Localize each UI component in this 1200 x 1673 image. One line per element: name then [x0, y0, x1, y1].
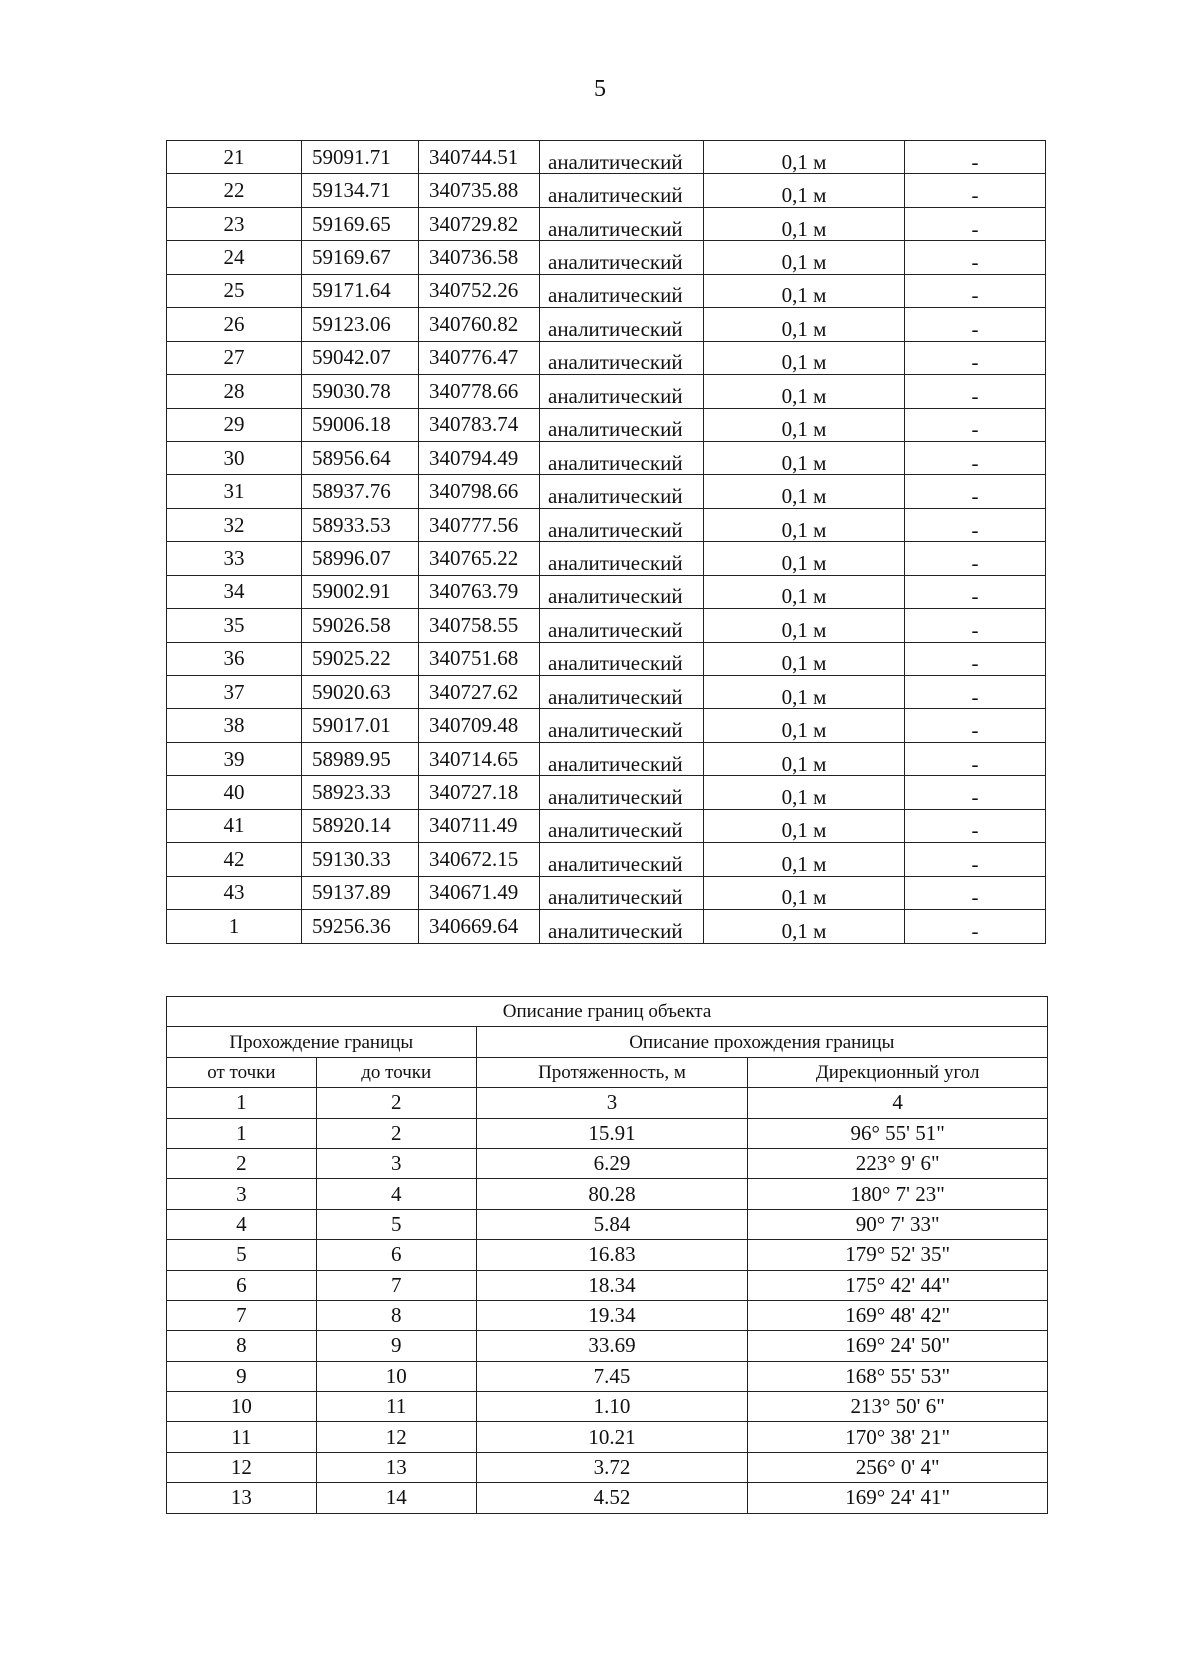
boundary-column-number-row — [167, 1088, 1048, 1118]
y-coordinate-cell: 340752.26 — [419, 274, 540, 307]
y-coordinate-cell: 340714.65 — [419, 742, 540, 775]
method-cell: аналитический — [540, 508, 704, 541]
angle-cell: 180° 7' 23" — [748, 1179, 1048, 1209]
to-point-cell: 2 — [316, 1118, 476, 1148]
boundary-title-row — [167, 997, 1048, 1027]
table-row — [167, 1361, 1048, 1391]
accuracy-cell: 0,1 м — [704, 408, 905, 441]
table-row — [167, 308, 1046, 341]
x-coordinate-cell: 58996.07 — [302, 542, 419, 575]
column-number: 3 — [476, 1088, 748, 1118]
x-coordinate-cell: 58937.76 — [302, 475, 419, 508]
to-point-cell: 14 — [316, 1483, 476, 1513]
y-coordinate-cell: 340736.58 — [419, 241, 540, 274]
point-number-cell: 32 — [167, 508, 302, 541]
table-row — [167, 910, 1046, 943]
length-cell: 10.21 — [476, 1422, 748, 1452]
column-header-to: до точки — [316, 1057, 476, 1087]
x-coordinate-cell: 59171.64 — [302, 274, 419, 307]
angle-cell: 256° 0' 4" — [748, 1452, 1048, 1482]
method-cell: аналитический — [540, 542, 704, 575]
angle-cell: 169° 48' 42" — [748, 1300, 1048, 1330]
y-coordinate-cell: 340669.64 — [419, 910, 540, 943]
to-point-cell: 11 — [316, 1392, 476, 1422]
table-row — [167, 1240, 1048, 1270]
note-cell: - — [905, 308, 1046, 341]
note-cell: - — [905, 642, 1046, 675]
accuracy-cell: 0,1 м — [704, 843, 905, 876]
method-cell: аналитический — [540, 174, 704, 207]
method-cell: аналитический — [540, 207, 704, 240]
angle-cell: 223° 9' 6" — [748, 1148, 1048, 1178]
point-number-cell: 41 — [167, 809, 302, 842]
x-coordinate-cell: 58933.53 — [302, 508, 419, 541]
table-row — [167, 1179, 1048, 1209]
note-cell: - — [905, 910, 1046, 943]
accuracy-cell: 0,1 м — [704, 742, 905, 775]
from-point-cell: 7 — [167, 1300, 317, 1330]
x-coordinate-cell: 59017.01 — [302, 709, 419, 742]
point-number-cell: 26 — [167, 308, 302, 341]
point-number-cell: 36 — [167, 642, 302, 675]
accuracy-cell: 0,1 м — [704, 508, 905, 541]
note-cell: - — [905, 475, 1046, 508]
table-row — [167, 709, 1046, 742]
accuracy-cell: 0,1 м — [704, 575, 905, 608]
y-coordinate-cell: 340735.88 — [419, 174, 540, 207]
to-point-cell: 9 — [316, 1331, 476, 1361]
from-point-cell: 3 — [167, 1179, 317, 1209]
accuracy-cell: 0,1 м — [704, 776, 905, 809]
angle-cell: 96° 55' 51" — [748, 1118, 1048, 1148]
from-point-cell: 6 — [167, 1270, 317, 1300]
point-number-cell: 34 — [167, 575, 302, 608]
y-coordinate-cell: 340765.22 — [419, 542, 540, 575]
method-cell: аналитический — [540, 809, 704, 842]
column-number: 1 — [167, 1088, 317, 1118]
point-number-cell: 21 — [167, 141, 302, 174]
table-row — [167, 575, 1046, 608]
accuracy-cell: 0,1 м — [704, 174, 905, 207]
boundary-table-title: Описание границ объекта — [167, 997, 1048, 1027]
y-coordinate-cell: 340778.66 — [419, 375, 540, 408]
angle-cell: 169° 24' 50" — [748, 1331, 1048, 1361]
coordinates-table-body — [167, 141, 1046, 944]
x-coordinate-cell: 58920.14 — [302, 809, 419, 842]
point-number-cell: 22 — [167, 174, 302, 207]
accuracy-cell: 0,1 м — [704, 876, 905, 909]
point-number-cell: 33 — [167, 542, 302, 575]
method-cell: аналитический — [540, 274, 704, 307]
point-number-cell: 29 — [167, 408, 302, 441]
accuracy-cell: 0,1 м — [704, 642, 905, 675]
accuracy-cell: 0,1 м — [704, 341, 905, 374]
to-point-cell: 8 — [316, 1300, 476, 1330]
angle-cell: 170° 38' 21" — [748, 1422, 1048, 1452]
to-point-cell: 10 — [316, 1361, 476, 1391]
note-cell: - — [905, 542, 1046, 575]
angle-cell: 168° 55' 53" — [748, 1361, 1048, 1391]
to-point-cell: 5 — [316, 1209, 476, 1239]
table-row — [167, 809, 1046, 842]
y-coordinate-cell: 340709.48 — [419, 709, 540, 742]
table-row — [167, 207, 1046, 240]
y-coordinate-cell: 340760.82 — [419, 308, 540, 341]
table-row — [167, 1422, 1048, 1452]
y-coordinate-cell: 340727.18 — [419, 776, 540, 809]
table-row — [167, 1270, 1048, 1300]
y-coordinate-cell: 340783.74 — [419, 408, 540, 441]
point-number-cell: 39 — [167, 742, 302, 775]
x-coordinate-cell: 59026.58 — [302, 609, 419, 642]
x-coordinate-cell: 59042.07 — [302, 341, 419, 374]
to-point-cell: 3 — [316, 1148, 476, 1178]
accuracy-cell: 0,1 м — [704, 910, 905, 943]
table-row — [167, 1331, 1048, 1361]
y-coordinate-cell: 340671.49 — [419, 876, 540, 909]
point-number-cell: 24 — [167, 241, 302, 274]
method-cell: аналитический — [540, 676, 704, 709]
angle-cell: 175° 42' 44" — [748, 1270, 1048, 1300]
point-number-cell: 40 — [167, 776, 302, 809]
point-number-cell: 31 — [167, 475, 302, 508]
method-cell: аналитический — [540, 408, 704, 441]
y-coordinate-cell: 340727.62 — [419, 676, 540, 709]
to-point-cell: 7 — [316, 1270, 476, 1300]
group-header-passage: Прохождение границы — [167, 1027, 477, 1057]
note-cell: - — [905, 341, 1046, 374]
angle-cell: 169° 24' 41" — [748, 1483, 1048, 1513]
accuracy-cell: 0,1 м — [704, 274, 905, 307]
method-cell: аналитический — [540, 341, 704, 374]
length-cell: 3.72 — [476, 1452, 748, 1482]
y-coordinate-cell: 340744.51 — [419, 141, 540, 174]
method-cell: аналитический — [540, 241, 704, 274]
x-coordinate-cell: 59091.71 — [302, 141, 419, 174]
table-row — [167, 676, 1046, 709]
note-cell: - — [905, 575, 1046, 608]
method-cell: аналитический — [540, 375, 704, 408]
x-coordinate-cell: 59169.67 — [302, 241, 419, 274]
boundary-group-header-row — [167, 1027, 1048, 1057]
column-header-length: Протяженность, м — [476, 1057, 748, 1087]
table-row — [167, 542, 1046, 575]
method-cell: аналитический — [540, 910, 704, 943]
note-cell: - — [905, 609, 1046, 642]
length-cell: 19.34 — [476, 1300, 748, 1330]
accuracy-cell: 0,1 м — [704, 542, 905, 575]
point-number-cell: 37 — [167, 676, 302, 709]
to-point-cell: 12 — [316, 1422, 476, 1452]
point-number-cell: 1 — [167, 910, 302, 943]
x-coordinate-cell: 59169.65 — [302, 207, 419, 240]
accuracy-cell: 0,1 м — [704, 609, 905, 642]
table-row — [167, 341, 1046, 374]
angle-cell: 179° 52' 35" — [748, 1240, 1048, 1270]
method-cell: аналитический — [540, 141, 704, 174]
x-coordinate-cell: 59030.78 — [302, 375, 419, 408]
method-cell: аналитический — [540, 742, 704, 775]
point-number-cell: 25 — [167, 274, 302, 307]
x-coordinate-cell: 59025.22 — [302, 642, 419, 675]
table-row — [167, 843, 1046, 876]
table-row — [167, 1392, 1048, 1422]
length-cell: 16.83 — [476, 1240, 748, 1270]
from-point-cell: 9 — [167, 1361, 317, 1391]
method-cell: аналитический — [540, 709, 704, 742]
x-coordinate-cell: 59256.36 — [302, 910, 419, 943]
x-coordinate-cell: 59134.71 — [302, 174, 419, 207]
y-coordinate-cell: 340672.15 — [419, 843, 540, 876]
note-cell: - — [905, 441, 1046, 474]
note-cell: - — [905, 843, 1046, 876]
table-row — [167, 609, 1046, 642]
angle-cell: 213° 50' 6" — [748, 1392, 1048, 1422]
method-cell: аналитический — [540, 308, 704, 341]
accuracy-cell: 0,1 м — [704, 441, 905, 474]
note-cell: - — [905, 274, 1046, 307]
point-number-cell: 42 — [167, 843, 302, 876]
table-row — [167, 642, 1046, 675]
point-number-cell: 38 — [167, 709, 302, 742]
length-cell: 1.10 — [476, 1392, 748, 1422]
table-row — [167, 174, 1046, 207]
y-coordinate-cell: 340798.66 — [419, 475, 540, 508]
table-row — [167, 274, 1046, 307]
table-row — [167, 876, 1046, 909]
note-cell: - — [905, 676, 1046, 709]
column-header-from: от точки — [167, 1057, 317, 1087]
note-cell: - — [905, 876, 1046, 909]
table-row — [167, 375, 1046, 408]
note-cell: - — [905, 742, 1046, 775]
note-cell: - — [905, 709, 1046, 742]
x-coordinate-cell: 59006.18 — [302, 408, 419, 441]
x-coordinate-cell: 58923.33 — [302, 776, 419, 809]
y-coordinate-cell: 340751.68 — [419, 642, 540, 675]
point-number-cell: 30 — [167, 441, 302, 474]
coordinates-table — [166, 140, 1046, 944]
note-cell: - — [905, 508, 1046, 541]
method-cell: аналитический — [540, 776, 704, 809]
to-point-cell: 13 — [316, 1452, 476, 1482]
x-coordinate-cell: 59020.63 — [302, 676, 419, 709]
from-point-cell: 10 — [167, 1392, 317, 1422]
point-number-cell: 27 — [167, 341, 302, 374]
table-row — [167, 742, 1046, 775]
method-cell: аналитический — [540, 575, 704, 608]
x-coordinate-cell: 59130.33 — [302, 843, 419, 876]
group-header-description: Описание прохождения границы — [476, 1027, 1047, 1057]
table-row — [167, 1300, 1048, 1330]
page-number: 5 — [594, 76, 606, 102]
table-row — [167, 1148, 1048, 1178]
boundary-table-body — [167, 997, 1048, 1514]
from-point-cell: 12 — [167, 1452, 317, 1482]
accuracy-cell: 0,1 м — [704, 308, 905, 341]
method-cell: аналитический — [540, 609, 704, 642]
y-coordinate-cell: 340777.56 — [419, 508, 540, 541]
length-cell: 4.52 — [476, 1483, 748, 1513]
note-cell: - — [905, 776, 1046, 809]
accuracy-cell: 0,1 м — [704, 809, 905, 842]
length-cell: 18.34 — [476, 1270, 748, 1300]
y-coordinate-cell: 340794.49 — [419, 441, 540, 474]
table-row — [167, 1483, 1048, 1513]
x-coordinate-cell: 59137.89 — [302, 876, 419, 909]
x-coordinate-cell: 58989.95 — [302, 742, 419, 775]
column-number: 2 — [316, 1088, 476, 1118]
accuracy-cell: 0,1 м — [704, 207, 905, 240]
note-cell: - — [905, 375, 1046, 408]
table-row — [167, 776, 1046, 809]
table-row — [167, 408, 1046, 441]
table-row — [167, 1118, 1048, 1148]
accuracy-cell: 0,1 м — [704, 241, 905, 274]
length-cell: 33.69 — [476, 1331, 748, 1361]
length-cell: 5.84 — [476, 1209, 748, 1239]
method-cell: аналитический — [540, 642, 704, 675]
boundary-column-header-row — [167, 1057, 1048, 1087]
table-row — [167, 1209, 1048, 1239]
y-coordinate-cell: 340729.82 — [419, 207, 540, 240]
from-point-cell: 1 — [167, 1118, 317, 1148]
method-cell: аналитический — [540, 441, 704, 474]
x-coordinate-cell: 58956.64 — [302, 441, 419, 474]
from-point-cell: 8 — [167, 1331, 317, 1361]
table-row — [167, 441, 1046, 474]
note-cell: - — [905, 408, 1046, 441]
table-row — [167, 141, 1046, 174]
method-cell: аналитический — [540, 475, 704, 508]
point-number-cell: 43 — [167, 876, 302, 909]
point-number-cell: 23 — [167, 207, 302, 240]
note-cell: - — [905, 809, 1046, 842]
note-cell: - — [905, 174, 1046, 207]
y-coordinate-cell: 340758.55 — [419, 609, 540, 642]
y-coordinate-cell: 340711.49 — [419, 809, 540, 842]
point-number-cell: 35 — [167, 609, 302, 642]
from-point-cell: 2 — [167, 1148, 317, 1178]
table-row — [167, 508, 1046, 541]
angle-cell: 90° 7' 33" — [748, 1209, 1048, 1239]
accuracy-cell: 0,1 м — [704, 141, 905, 174]
length-cell: 80.28 — [476, 1179, 748, 1209]
note-cell: - — [905, 141, 1046, 174]
method-cell: аналитический — [540, 843, 704, 876]
table-row — [167, 475, 1046, 508]
table-row — [167, 1452, 1048, 1482]
note-cell: - — [905, 207, 1046, 240]
accuracy-cell: 0,1 м — [704, 676, 905, 709]
accuracy-cell: 0,1 м — [704, 375, 905, 408]
column-header-angle: Дирекционный угол — [748, 1057, 1048, 1087]
from-point-cell: 11 — [167, 1422, 317, 1452]
to-point-cell: 4 — [316, 1179, 476, 1209]
point-number-cell: 28 — [167, 375, 302, 408]
column-number: 4 — [748, 1088, 1048, 1118]
length-cell: 7.45 — [476, 1361, 748, 1391]
accuracy-cell: 0,1 м — [704, 709, 905, 742]
table-row — [167, 241, 1046, 274]
method-cell: аналитический — [540, 876, 704, 909]
boundary-description-table — [166, 996, 1048, 1514]
note-cell: - — [905, 241, 1046, 274]
to-point-cell: 6 — [316, 1240, 476, 1270]
length-cell: 6.29 — [476, 1148, 748, 1178]
from-point-cell: 13 — [167, 1483, 317, 1513]
length-cell: 15.91 — [476, 1118, 748, 1148]
x-coordinate-cell: 59123.06 — [302, 308, 419, 341]
y-coordinate-cell: 340763.79 — [419, 575, 540, 608]
from-point-cell: 4 — [167, 1209, 317, 1239]
from-point-cell: 5 — [167, 1240, 317, 1270]
accuracy-cell: 0,1 м — [704, 475, 905, 508]
x-coordinate-cell: 59002.91 — [302, 575, 419, 608]
y-coordinate-cell: 340776.47 — [419, 341, 540, 374]
